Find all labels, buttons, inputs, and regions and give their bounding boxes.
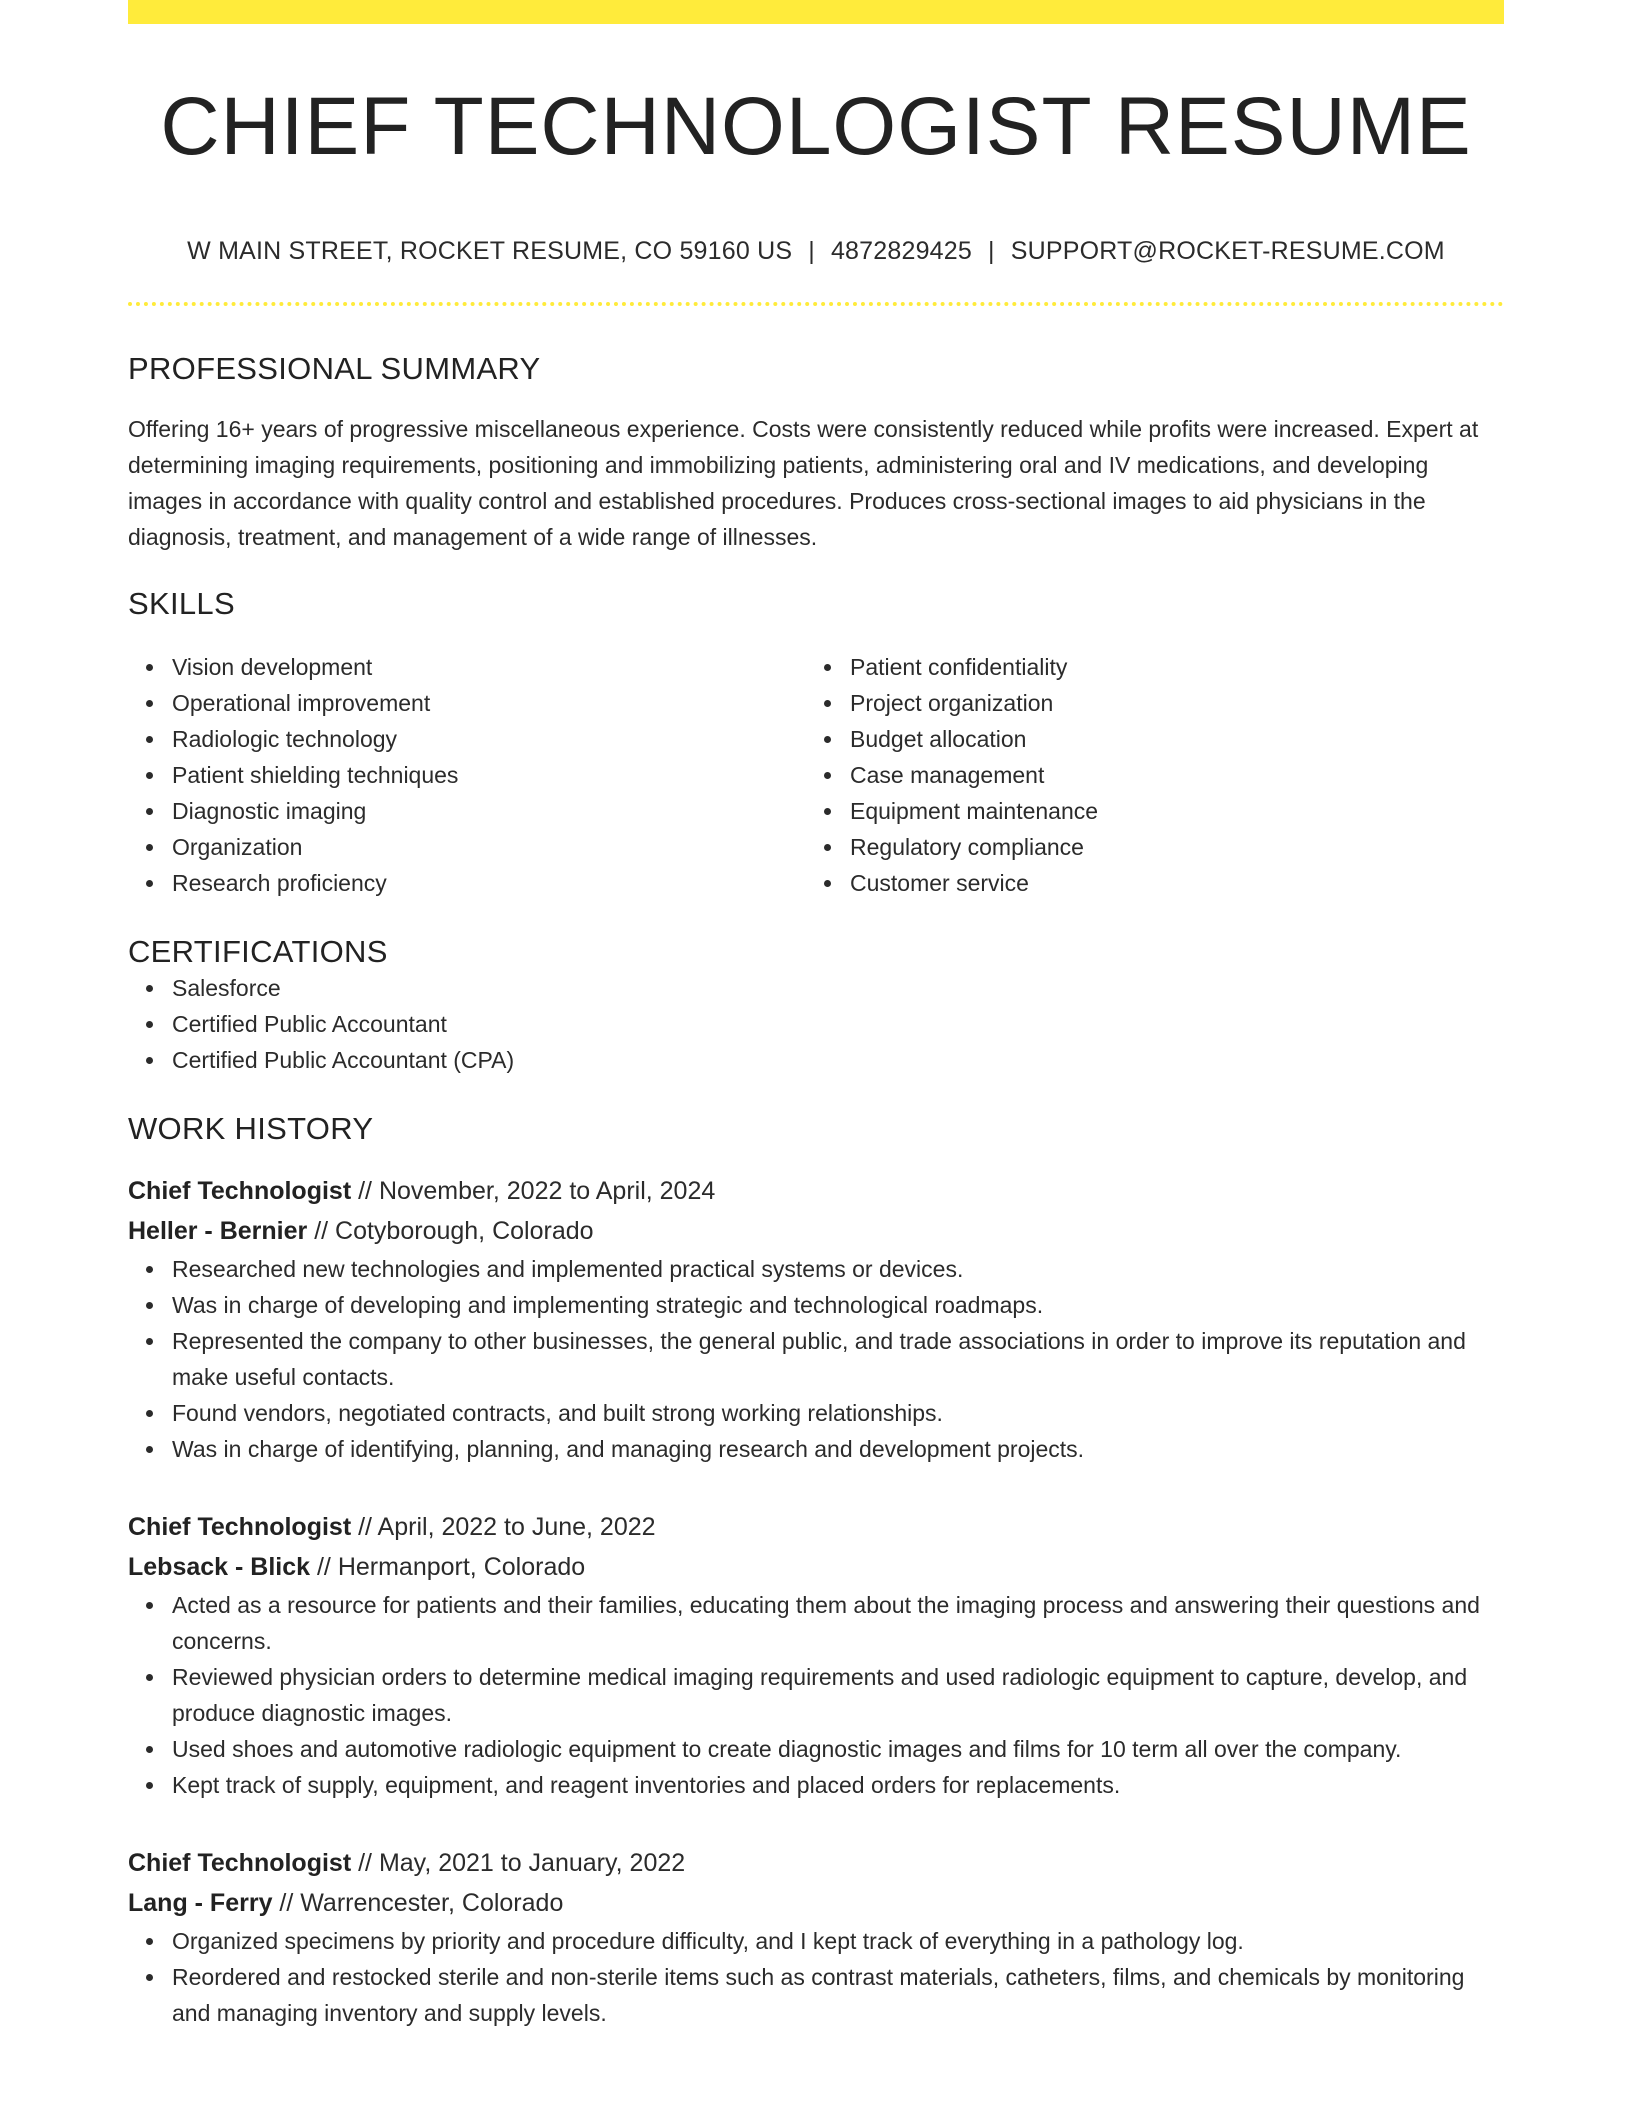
job-duty-item: Was in charge of identifying, planning, and managing research and development projects. <box>172 1431 1504 1467</box>
job-duty-item: Kept track of supply, equipment, and reagent inventories and placed orders for replacements. <box>172 1767 1504 1803</box>
job-duty-item: Found vendors, negotiated contracts, and built strong working relationships. <box>172 1395 1504 1431</box>
skill-item: Diagnostic imaging <box>172 793 806 829</box>
job-duty-item: Used shoes and automotive radiologic equipment to create diagnostic images and films for 10 term all over the company. <box>172 1731 1504 1767</box>
job-company: Heller - Bernier <box>128 1216 308 1245</box>
job-dates: // April, 2022 to June, 2022 <box>351 1512 656 1541</box>
job-duty-item: Reordered and restocked sterile and non-sterile items such as contrast materials, catheters, films, and chemicals by monitoring and managing inventory and supply levels. <box>172 1959 1504 2031</box>
skills-list-right <box>806 649 1484 901</box>
job-title: Chief Technologist <box>128 1176 352 1205</box>
skill-item: Regulatory compliance <box>850 829 1484 865</box>
skill-item: Operational improvement <box>172 685 806 721</box>
job-dates: // May, 2021 to January, 2022 <box>351 1848 686 1877</box>
job-location: // Warrencester, Colorado <box>272 1888 564 1917</box>
contact-separator: | <box>808 237 815 266</box>
job-duties-list <box>128 1923 1504 2031</box>
contact-address: W MAIN STREET, ROCKET RESUME, CO 59160 US <box>187 237 793 266</box>
summary-text: Offering 16+ years of progressive miscellaneous experience. Costs were consistently reduced while profits were increased. Expert at determining imaging requirements, positioning and immobilizing patients, administering oral and IV medications, and developing images in accordance with quality control and established procedures. Produces cross-sectional images to aid physicians in the diagnosis, treatment, and management of a wide range of illnesses. <box>128 416 1479 551</box>
skill-item: Project organization <box>850 685 1484 721</box>
skill-item: Organization <box>172 829 806 865</box>
work-history-heading: WORK HISTORY <box>128 1110 374 1146</box>
resume-title: CHIEF TECHNOLOGIST RESUME <box>160 81 1472 172</box>
job-duty-item: Organized specimens by priority and procedure difficulty, and I kept track of everything in a pathology log. <box>172 1923 1504 1959</box>
skill-item: Budget allocation <box>850 721 1484 757</box>
job-company: Lang - Ferry <box>128 1888 273 1917</box>
job-duty-item: Researched new technologies and implemented practical systems or devices. <box>172 1251 1504 1287</box>
job-location: // Cotyborough, Colorado <box>307 1216 594 1245</box>
skill-item: Case management <box>850 757 1484 793</box>
job-company-line <box>128 1547 1504 1587</box>
job-location: // Hermanport, Colorado <box>310 1552 586 1581</box>
certifications-list <box>128 970 1504 1078</box>
job-duties-list <box>128 1251 1504 1467</box>
accent-top-bar <box>128 0 1504 24</box>
skill-item: Customer service <box>850 865 1484 901</box>
job-entry <box>128 1171 1504 1467</box>
job-company: Lebsack - Blick <box>128 1552 311 1581</box>
job-entry <box>128 1507 1504 1803</box>
job-company-line <box>128 1211 1504 1251</box>
job-title-line <box>128 1843 1504 1883</box>
skills-list-left <box>128 649 806 901</box>
job-duty-item: Acted as a resource for patients and their families, educating them about the imaging process and answering their questions and concerns. <box>172 1587 1504 1659</box>
skill-item: Radiologic technology <box>172 721 806 757</box>
job-duty-item: Represented the company to other businesses, the general public, and trade associations in order to improve its reputation and make useful contacts. <box>172 1323 1504 1395</box>
skill-item: Patient shielding techniques <box>172 757 806 793</box>
job-title: Chief Technologist <box>128 1848 352 1877</box>
certification-item: Salesforce <box>172 970 1504 1006</box>
skill-item: Equipment maintenance <box>850 793 1484 829</box>
skill-item: Vision development <box>172 649 806 685</box>
dotted-divider <box>128 302 1504 306</box>
skills-column-right <box>806 649 1484 901</box>
contact-separator: | <box>988 237 995 266</box>
certifications-heading: CERTIFICATIONS <box>128 933 388 969</box>
skill-item: Research proficiency <box>172 865 806 901</box>
job-company-line <box>128 1883 1504 1923</box>
job-dates: // November, 2022 to April, 2024 <box>351 1176 716 1205</box>
certification-item: Certified Public Accountant <box>172 1006 1504 1042</box>
skills-column-left <box>128 649 806 901</box>
contact-info <box>128 236 1504 266</box>
skill-item: Patient confidentiality <box>850 649 1484 685</box>
job-duty-item: Reviewed physician orders to determine medical imaging requirements and used radiologic equipment to capture, develop, and produce diagnostic images. <box>172 1659 1504 1731</box>
job-title: Chief Technologist <box>128 1512 352 1541</box>
skills-columns <box>128 649 1504 901</box>
contact-email: SUPPORT@ROCKET-RESUME.COM <box>1010 237 1445 266</box>
contact-phone: 4872829425 <box>830 237 972 266</box>
job-duty-item: Was in charge of developing and implementing strategic and technological roadmaps. <box>172 1287 1504 1323</box>
certification-item: Certified Public Accountant (CPA) <box>172 1042 1504 1078</box>
skills-heading: SKILLS <box>128 586 235 622</box>
job-title-line <box>128 1507 1504 1547</box>
resume-page <box>128 0 1504 2031</box>
summary-heading: PROFESSIONAL SUMMARY <box>128 351 541 387</box>
job-title-line <box>128 1171 1504 1211</box>
job-entry <box>128 1843 1504 2031</box>
job-duties-list <box>128 1587 1504 1803</box>
